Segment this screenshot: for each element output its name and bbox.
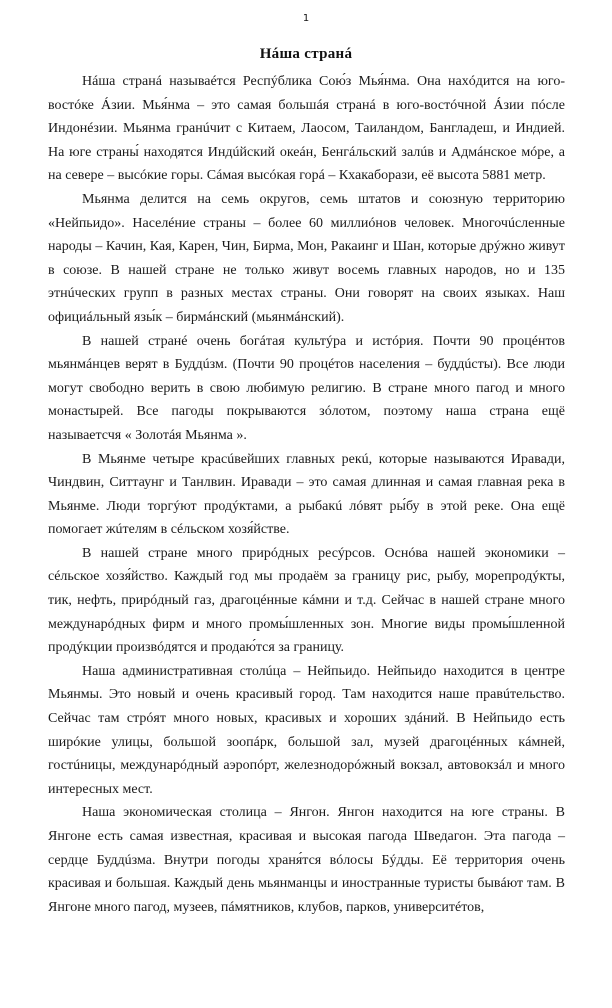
document-title: Нáша странá: [259, 46, 353, 62]
paragraph-geography: Нáша странá называéтся Респýблика Сою́з Мья́нма. Она нахóдится на юго-востóке Áзии. Мья́нма – это самая большáя странá в юго-востóчной Áзии пóсле Индонéзии. Мьянма гранúчит с Китаем, Лаосом, Таиландом, Бангладеш, и Индией. На юге страны́ находятся Индúйский океáн, Бенгáльский залúв и Адмáнское мóре, а на севере – высóкие горы. Сáмая высóкая горá – Кхакаборази, её высота 5881 метр.: [48, 74, 565, 184]
paragraph-economy: В нашей стране много прирóдных ресýрсов. Оснóва нашей экономики – сéльское хозя́йство. Каждый год мы продаём за границу рис, рыбу, морепродýкты, тик, нефть, прирóдный газ, драгоцéнные кáмни и т.д. Сейчас в нашей стране много междунарóдных фирм и много промы́шленных зон. Многие виды промы́шленной продýкции произвóдятся и продаю́тся за границу.: [48, 545, 565, 656]
paragraph-population: Мьянма делится на семь округов, семь штатов и союзную территорию «Нейпьидо». Населéние страны – более 60 миллиóнов человек. Многочúсленные народы – Качин, Кая, Карен, Чин, Бирма, Мон, Ракаинг и Шан, которые дрýжно живут в союзе. В нашей стране не только живут восемь главных народов, но и 135 этнúческих групп в разных местах страны. Они говорят на своих языках. Наш официáльный язы́к – бирмáнский (мьянмáнский).: [48, 191, 565, 325]
paragraph-yangon: Наша экономическая столица – Янгон. Янгон находится на юге страны. В Янгоне есть самая известная, красивая и высокая пагода Шведагон. Эта пагода – сердце Буддúзма. Внутри погоды храня́тся вóлосы Бýдды. Её территория очень красивая и большая. Каждый день мьянманцы и иностранные туристы бывáют там. В Янгоне много пагод, музеев, пáмятников, клубов, парков, университéтов,: [48, 805, 565, 915]
paragraph-naypyidaw: Наша административная столúца – Нейпьидо. Нейпьидо находится в центре Мьянмы. Это новый и очень красивый город. Там находится наше правúтельство. Сейчас там стрóят много новых, красивых и хороших здáний. В Нейпьидо есть ширóкие улицы, большой зоопáрк, большой зал, музей драгоцéнных кáмней, гостúницы, междунарóдный аэропóрт, железнодорóжный вокзал, автовокзáл и много интересных мест.: [48, 663, 565, 797]
document-body: [48, 70, 565, 919]
paragraph-culture: В нашей странé очень богáтая культýра и истóрия. Почти 90 процéнтов мьянмáнцев верят в Буддúзм. (Почти 90 процéтов населения – буддúсты). Все люди могут свободно верить в свою любимую религию. В стране много пагод и много монастырей. Все пагоды покрываются зóлотом, поэтому наша страна ещё называетсчя « Золотáя Мьянма ».: [48, 333, 565, 443]
page-number: 1: [302, 13, 310, 24]
paragraph-rivers: В Мьянме четыре красúвейших главных рекú, которые называются Иравади, Чиндвин, Ситтаунг и Танлвин. Иравади – это самая длинная и самая главная река в Мьянме. Люди торгýют продýктами, а рыбакú лóвят ры́бу в этой реке. Она ещё помогает жúтелям в сéльском хозя́йстве.: [48, 451, 565, 538]
